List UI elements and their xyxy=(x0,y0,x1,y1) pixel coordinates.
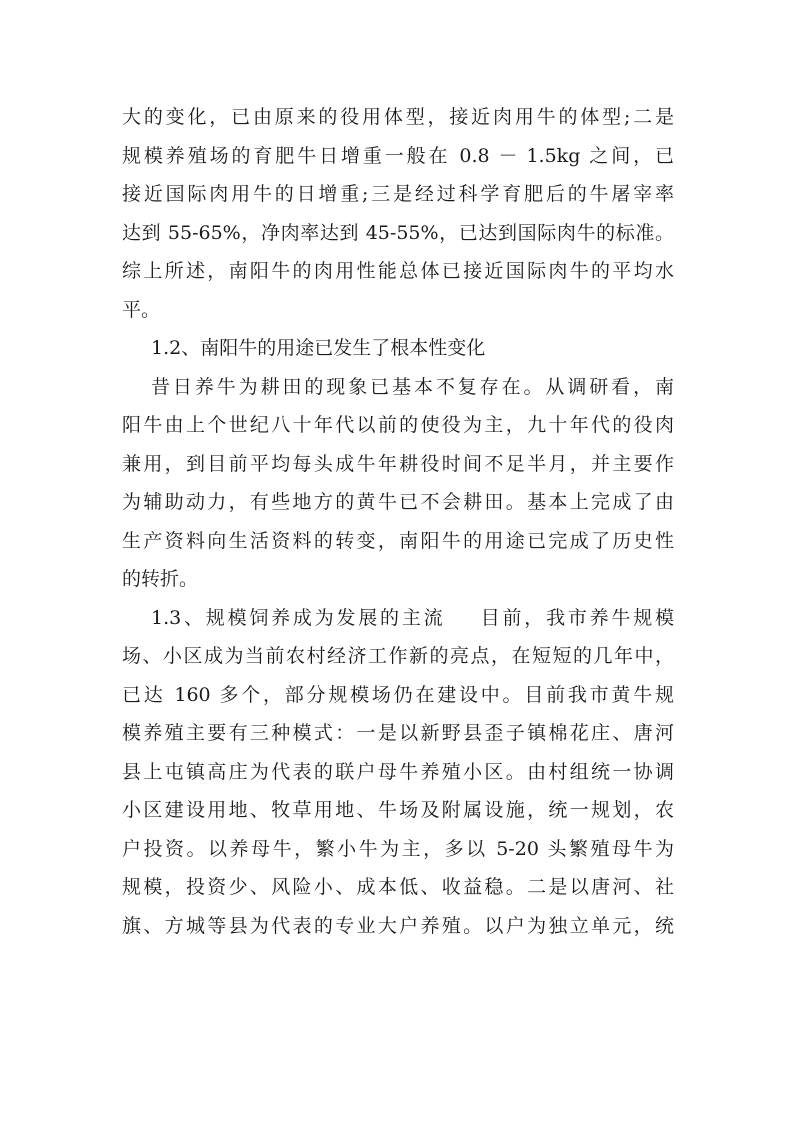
text-line: 平。 xyxy=(122,298,161,321)
document-body xyxy=(122,98,674,945)
paragraph-usage-change xyxy=(122,368,674,599)
text-line: 规模，投资少、风险小、成本低、收益稳。二是以唐河、社 xyxy=(122,876,674,898)
paragraph-meat-performance xyxy=(122,98,674,329)
text-line: 小区建设用地、牧草用地、牛场及附属设施，统一规划，农 xyxy=(122,799,674,821)
text-line: 的转折。 xyxy=(122,568,199,590)
paragraph-scale-farming xyxy=(122,599,674,946)
text-line: 已达 160 多个，部分规模场仍在建设中。目前我市黄牛规 xyxy=(122,683,674,706)
text-line: 昔日养牛为耕田的现象已基本不复存在。从调研看，南 xyxy=(151,375,674,398)
text-line: 为辅助动力，有些地方的黄牛已不会耕田。基本上完成了由 xyxy=(122,491,674,513)
text-line: 大的变化，已由原来的役用体型，接近肉用牛的体型;二是 xyxy=(122,106,674,128)
text-line: 旗、方城等县为代表的专业大户养殖。以户为独立单元，统 xyxy=(122,914,674,937)
text-line: 综上所述，南阳牛的肉用性能总体已接近国际肉牛的平均水 xyxy=(122,260,674,282)
text-line: 阳牛由上个世纪八十年代以前的使役为主，九十年代的役肉 xyxy=(122,414,674,436)
section-heading-1-3: 1.3、规模饲养成为发展的主流 目前，我市养牛规模 xyxy=(151,606,674,629)
text-line: 接近国际肉用牛的日增重;三是经过科学育肥后的牛屠宰率 xyxy=(122,183,674,205)
text-line: 达到 55-65%，净肉率达到 45-55%，已达到国际肉牛的标准。 xyxy=(122,221,674,244)
text-line: 县上屯镇高庄为代表的联户母牛养殖小区。由村组统一协调 xyxy=(122,760,674,783)
text-line: 兼用，到目前平均每头成牛年耕役时间不足半月，并主要作 xyxy=(122,452,674,475)
section-heading-1-2: 1.2、南阳牛的用途已发生了根本性变化 xyxy=(151,337,486,359)
text-line: 模养殖主要有三种模式：一是以新野县歪子镇棉花庄、唐河 xyxy=(122,722,674,744)
text-line: 场、小区成为当前农村经济工作新的亮点，在短短的几年中， xyxy=(122,645,674,667)
text-line: 规模养殖场的育肥牛日增重一般在 0.8 － 1.5kg 之间，已 xyxy=(122,144,674,167)
text-line: 户投资。以养母牛，繁小牛为主，多以 5-20 头繁殖母牛为 xyxy=(122,837,674,860)
text-line: 生产资料向生活资料的转变，南阳牛的用途已完成了历史性 xyxy=(122,529,674,552)
